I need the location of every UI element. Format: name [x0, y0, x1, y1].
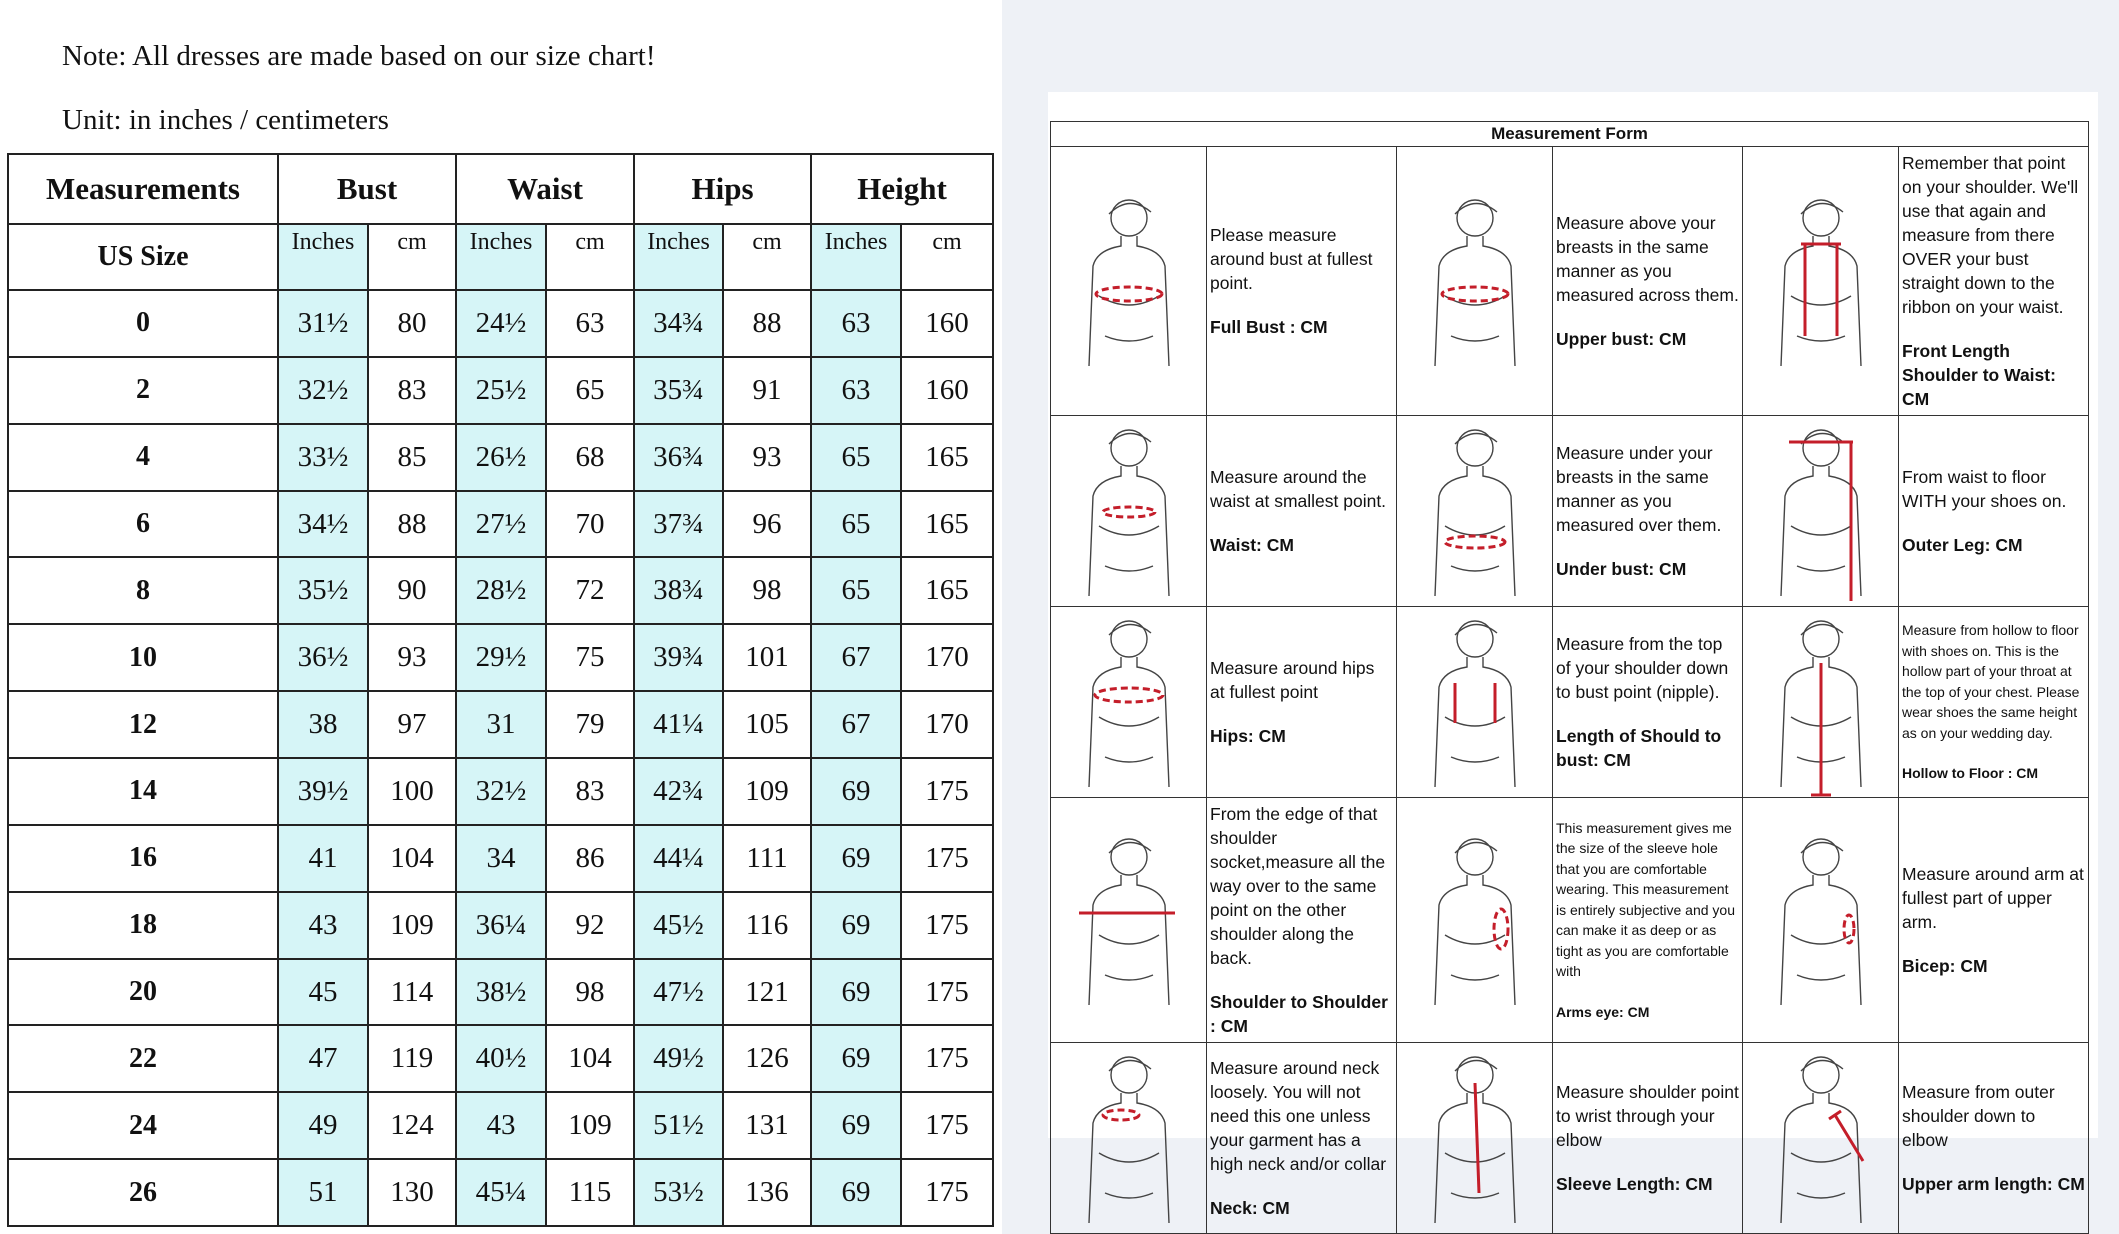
us-size-cell: 16	[8, 825, 278, 892]
us-size-cell: 6	[8, 491, 278, 558]
hips-figure-drawing	[1059, 607, 1199, 797]
table-cell: 91	[723, 357, 811, 424]
us-size-header: US Size	[8, 224, 278, 290]
instruction-text: Measure from hollow to floor with shoes on. This is the hollow part of your throat at the top of your chest. Please wear shoes the same height as on your wedding day.	[1902, 622, 2080, 741]
table-cell: 75	[546, 624, 634, 691]
table-row	[8, 959, 993, 1026]
table-cell: 51	[278, 1159, 368, 1226]
table-cell: 63	[546, 290, 634, 357]
upper-bust-figure	[1397, 147, 1553, 416]
instruction-text: Measure around the waist at smallest point.	[1210, 467, 1387, 511]
measurement-instruction	[1553, 147, 1743, 416]
table-cell: 69	[811, 959, 901, 1026]
table-cell: 63	[811, 357, 901, 424]
front-length-figure	[1743, 147, 1899, 416]
unit-header: cm	[368, 224, 456, 290]
measurements-header: Measurements	[8, 154, 278, 224]
form-row	[1051, 1043, 2089, 1234]
table-cell: 63	[811, 290, 901, 357]
form-row	[1051, 607, 2089, 798]
table-cell: 175	[901, 959, 993, 1026]
measurement-instruction	[1899, 416, 2089, 607]
measurement-instruction	[1207, 798, 1397, 1043]
table-cell: 175	[901, 1025, 993, 1092]
measurement-label: Length of Should to bust: CM	[1556, 726, 1722, 770]
instruction-text: Measure above your breasts in the same manner as you measured across them.	[1556, 213, 1739, 305]
unit-header: Inches	[278, 224, 368, 290]
measurement-label: Arms eye: CM	[1556, 1003, 1650, 1020]
neck-figure-drawing	[1059, 1043, 1199, 1233]
table-row	[8, 1025, 993, 1092]
table-row	[8, 1092, 993, 1159]
table-cell: 45¼	[456, 1159, 546, 1226]
table-cell: 45½	[634, 892, 723, 959]
table-cell: 170	[901, 624, 993, 691]
table-cell: 96	[723, 491, 811, 558]
table-cell: 51½	[634, 1092, 723, 1159]
table-cell: 43	[456, 1092, 546, 1159]
table-cell: 93	[368, 624, 456, 691]
us-size-cell: 10	[8, 624, 278, 691]
arms-eye-figure	[1397, 798, 1553, 1043]
table-cell: 68	[546, 424, 634, 491]
table-cell: 165	[901, 491, 993, 558]
us-size-cell: 2	[8, 357, 278, 424]
table-row	[8, 424, 993, 491]
outer-leg-figure	[1743, 416, 1899, 607]
table-cell: 36½	[278, 624, 368, 691]
table-cell: 69	[811, 1159, 901, 1226]
size-chart-unit: Unit: in inches / centimeters	[62, 104, 389, 136]
full-bust-figure	[1051, 147, 1207, 416]
table-cell: 35½	[278, 557, 368, 624]
hips-figure	[1051, 607, 1207, 798]
us-size-cell: 8	[8, 557, 278, 624]
table-header-row	[8, 154, 993, 224]
table-cell: 72	[546, 557, 634, 624]
hollow-to-floor-figure	[1743, 607, 1899, 798]
measurement-instruction	[1207, 416, 1397, 607]
shoulder-to-shoulder-figure-drawing	[1059, 825, 1199, 1015]
measurement-label: Hips: CM	[1210, 726, 1286, 746]
table-cell: 34½	[278, 491, 368, 558]
table-cell: 70	[546, 491, 634, 558]
upper-arm-length-figure	[1743, 1043, 1899, 1234]
instruction-text: From the edge of that shoulder socket,measure all the way over to the same point on the other shoulder along the back.	[1210, 804, 1386, 968]
measurement-label: Shoulder to Shoulder : CM	[1210, 992, 1388, 1036]
instruction-text: Measure around neck loosely. You will not need this one unless your garment has a high neck and/or collar	[1210, 1058, 1387, 1174]
table-cell: 119	[368, 1025, 456, 1092]
hollow-to-floor-figure-drawing	[1751, 607, 1891, 797]
table-cell: 43	[278, 892, 368, 959]
table-cell: 34¾	[634, 290, 723, 357]
measurement-instruction	[1899, 607, 2089, 798]
table-cell: 175	[901, 825, 993, 892]
table-cell: 114	[368, 959, 456, 1026]
table-row	[8, 357, 993, 424]
table-cell: 170	[901, 691, 993, 758]
table-cell: 175	[901, 1159, 993, 1226]
table-cell: 29½	[456, 624, 546, 691]
table-row	[8, 758, 993, 825]
table-cell: 175	[901, 1092, 993, 1159]
table-cell: 65	[811, 424, 901, 491]
instruction-text: Measure under your breasts in the same manner as you measured over them.	[1556, 443, 1722, 535]
table-cell: 165	[901, 557, 993, 624]
outer-leg-figure-drawing	[1751, 416, 1891, 606]
waist-figure-drawing	[1059, 416, 1199, 606]
us-size-cell: 22	[8, 1025, 278, 1092]
measurement-label: Sleeve Length: CM	[1556, 1174, 1713, 1194]
table-row	[8, 491, 993, 558]
size-chart-note: Note: All dresses are made based on our size chart!	[62, 40, 656, 72]
form-row	[1051, 147, 2089, 416]
instruction-text: Measure from the top of your shoulder down to bust point (nipple).	[1556, 634, 1729, 702]
measurement-label: Full Bust : CM	[1210, 317, 1328, 337]
table-cell: 100	[368, 758, 456, 825]
table-cell: 98	[723, 557, 811, 624]
sleeve-length-figure	[1397, 1043, 1553, 1234]
table-cell: 124	[368, 1092, 456, 1159]
us-size-cell: 14	[8, 758, 278, 825]
table-cell: 126	[723, 1025, 811, 1092]
table-cell: 160	[901, 357, 993, 424]
table-cell: 88	[723, 290, 811, 357]
instruction-text: Measure around arm at fullest part of upper arm.	[1902, 864, 2084, 932]
measurement-instruction	[1553, 1043, 1743, 1234]
table-cell: 69	[811, 1092, 901, 1159]
table-cell: 130	[368, 1159, 456, 1226]
measurement-label: Upper arm length: CM	[1902, 1174, 2085, 1194]
hips-header: Hips	[634, 154, 811, 224]
measurement-form-title: Measurement Form	[1051, 122, 2089, 147]
instruction-text: Measure around hips at fullest point	[1210, 658, 1375, 702]
table-row	[8, 825, 993, 892]
table-cell: 41	[278, 825, 368, 892]
table-cell: 27½	[456, 491, 546, 558]
table-cell: 32½	[456, 758, 546, 825]
table-cell: 31½	[278, 290, 368, 357]
form-title-row	[1051, 122, 2089, 147]
measurement-instruction	[1207, 147, 1397, 416]
table-row	[8, 624, 993, 691]
measurement-label: Upper bust: CM	[1556, 329, 1687, 349]
table-cell: 98	[546, 959, 634, 1026]
table-cell: 65	[811, 557, 901, 624]
upper-bust-figure-drawing	[1405, 186, 1545, 376]
instruction-text: This measurement gives me the size of the sleeve hole that you are comfortable wearing. This measurement is entirely subjective and you can make it as deep or as tight as you are comfortable with	[1556, 819, 1735, 980]
table-cell: 86	[546, 825, 634, 892]
table-cell: 160	[901, 290, 993, 357]
table-cell: 131	[723, 1092, 811, 1159]
table-cell: 38¾	[634, 557, 723, 624]
measurement-label: Hollow to Floor : CM	[1902, 765, 2039, 782]
table-cell: 83	[546, 758, 634, 825]
table-cell: 79	[546, 691, 634, 758]
table-row	[8, 1159, 993, 1226]
table-cell: 39¾	[634, 624, 723, 691]
measurement-instruction	[1899, 798, 2089, 1043]
table-cell: 41¼	[634, 691, 723, 758]
table-cell: 53½	[634, 1159, 723, 1226]
height-header: Height	[811, 154, 993, 224]
table-cell: 28½	[456, 557, 546, 624]
neck-figure	[1051, 1043, 1207, 1234]
instruction-text: Measure shoulder point to wrist through your elbow	[1556, 1082, 1739, 1150]
measurement-instruction	[1207, 1043, 1397, 1234]
table-cell: 104	[546, 1025, 634, 1092]
table-cell: 45	[278, 959, 368, 1026]
table-cell: 136	[723, 1159, 811, 1226]
measurement-instruction	[1553, 416, 1743, 607]
table-cell: 69	[811, 758, 901, 825]
table-cell: 83	[368, 357, 456, 424]
measurement-instruction	[1553, 607, 1743, 798]
under-bust-figure-drawing	[1405, 416, 1545, 606]
table-cell: 116	[723, 892, 811, 959]
full-bust-figure-drawing	[1059, 186, 1199, 376]
table-cell: 33½	[278, 424, 368, 491]
measurement-label: Neck: CM	[1210, 1198, 1290, 1218]
measurement-label: Bicep: CM	[1902, 956, 1988, 976]
waist-header: Waist	[456, 154, 634, 224]
measurement-instruction	[1899, 1043, 2089, 1234]
table-cell: 31	[456, 691, 546, 758]
instruction-text: Please measure around bust at fullest point.	[1210, 225, 1373, 293]
table-row	[8, 557, 993, 624]
table-cell: 109	[723, 758, 811, 825]
size-chart-table	[7, 153, 994, 1227]
shoulder-to-bust-figure	[1397, 607, 1553, 798]
waist-figure	[1051, 416, 1207, 607]
table-cell: 39½	[278, 758, 368, 825]
table-cell: 38½	[456, 959, 546, 1026]
table-cell: 115	[546, 1159, 634, 1226]
table-cell: 104	[368, 825, 456, 892]
upper-arm-length-figure-drawing	[1751, 1043, 1891, 1233]
bicep-figure-drawing	[1751, 825, 1891, 1015]
table-cell: 90	[368, 557, 456, 624]
table-cell: 175	[901, 892, 993, 959]
table-row	[8, 691, 993, 758]
table-cell: 69	[811, 825, 901, 892]
instruction-text: Measure from outer shoulder down to elbow	[1902, 1082, 2055, 1150]
table-cell: 47½	[634, 959, 723, 1026]
table-cell: 97	[368, 691, 456, 758]
table-cell: 36¼	[456, 892, 546, 959]
table-cell: 175	[901, 758, 993, 825]
us-size-cell: 20	[8, 959, 278, 1026]
table-cell: 69	[811, 892, 901, 959]
table-cell: 69	[811, 1025, 901, 1092]
us-size-cell: 4	[8, 424, 278, 491]
unit-header: cm	[901, 224, 993, 290]
front-length-figure-drawing	[1751, 186, 1891, 376]
table-cell: 38	[278, 691, 368, 758]
table-cell: 80	[368, 290, 456, 357]
measurement-form-table	[1050, 121, 2089, 1234]
table-cell: 65	[811, 491, 901, 558]
table-cell: 65	[546, 357, 634, 424]
table-cell: 47	[278, 1025, 368, 1092]
measurement-instruction	[1553, 798, 1743, 1043]
table-cell: 25½	[456, 357, 546, 424]
measurement-label: Outer Leg: CM	[1902, 535, 2023, 555]
table-cell: 35¾	[634, 357, 723, 424]
measurement-instruction	[1899, 147, 2089, 416]
shoulder-to-shoulder-figure	[1051, 798, 1207, 1043]
table-cell: 49	[278, 1092, 368, 1159]
form-row	[1051, 416, 2089, 607]
us-size-cell: 0	[8, 290, 278, 357]
unit-header: cm	[723, 224, 811, 290]
table-row	[8, 290, 993, 357]
table-cell: 93	[723, 424, 811, 491]
us-size-cell: 24	[8, 1092, 278, 1159]
table-cell: 67	[811, 691, 901, 758]
under-bust-figure	[1397, 416, 1553, 607]
table-cell: 34	[456, 825, 546, 892]
table-cell: 165	[901, 424, 993, 491]
measurement-label: Under bust: CM	[1556, 559, 1687, 579]
table-cell: 40½	[456, 1025, 546, 1092]
table-cell: 105	[723, 691, 811, 758]
table-cell: 121	[723, 959, 811, 1026]
table-cell: 44¼	[634, 825, 723, 892]
table-cell: 109	[368, 892, 456, 959]
shoulder-to-bust-figure-drawing	[1405, 607, 1545, 797]
arms-eye-figure-drawing	[1405, 825, 1545, 1015]
table-cell: 36¾	[634, 424, 723, 491]
table-cell: 109	[546, 1092, 634, 1159]
measurement-label: Front Length Shoulder to Waist: CM	[1902, 341, 2056, 409]
us-size-cell: 12	[8, 691, 278, 758]
unit-header: cm	[546, 224, 634, 290]
table-cell: 111	[723, 825, 811, 892]
measurement-instruction	[1207, 607, 1397, 798]
sleeve-length-figure-drawing	[1405, 1043, 1545, 1233]
table-unit-row	[8, 224, 993, 290]
table-cell: 92	[546, 892, 634, 959]
unit-header: Inches	[456, 224, 546, 290]
table-cell: 101	[723, 624, 811, 691]
table-cell: 49½	[634, 1025, 723, 1092]
table-cell: 37¾	[634, 491, 723, 558]
table-row	[8, 892, 993, 959]
instruction-text: Remember that point on your shoulder. We'll use that again and measure from there OVER your bust straight down to the ribbon on your waist.	[1902, 153, 2079, 317]
instruction-text: From waist to floor WITH your shoes on.	[1902, 467, 2067, 511]
table-cell: 24½	[456, 290, 546, 357]
us-size-cell: 26	[8, 1159, 278, 1226]
table-cell: 88	[368, 491, 456, 558]
bicep-figure	[1743, 798, 1899, 1043]
measurement-label: Waist: CM	[1210, 535, 1294, 555]
table-cell: 26½	[456, 424, 546, 491]
table-cell: 67	[811, 624, 901, 691]
table-cell: 32½	[278, 357, 368, 424]
table-cell: 42¾	[634, 758, 723, 825]
unit-header: Inches	[634, 224, 723, 290]
form-row	[1051, 798, 2089, 1043]
table-cell: 85	[368, 424, 456, 491]
us-size-cell: 18	[8, 892, 278, 959]
bust-header: Bust	[278, 154, 456, 224]
unit-header: Inches	[811, 224, 901, 290]
